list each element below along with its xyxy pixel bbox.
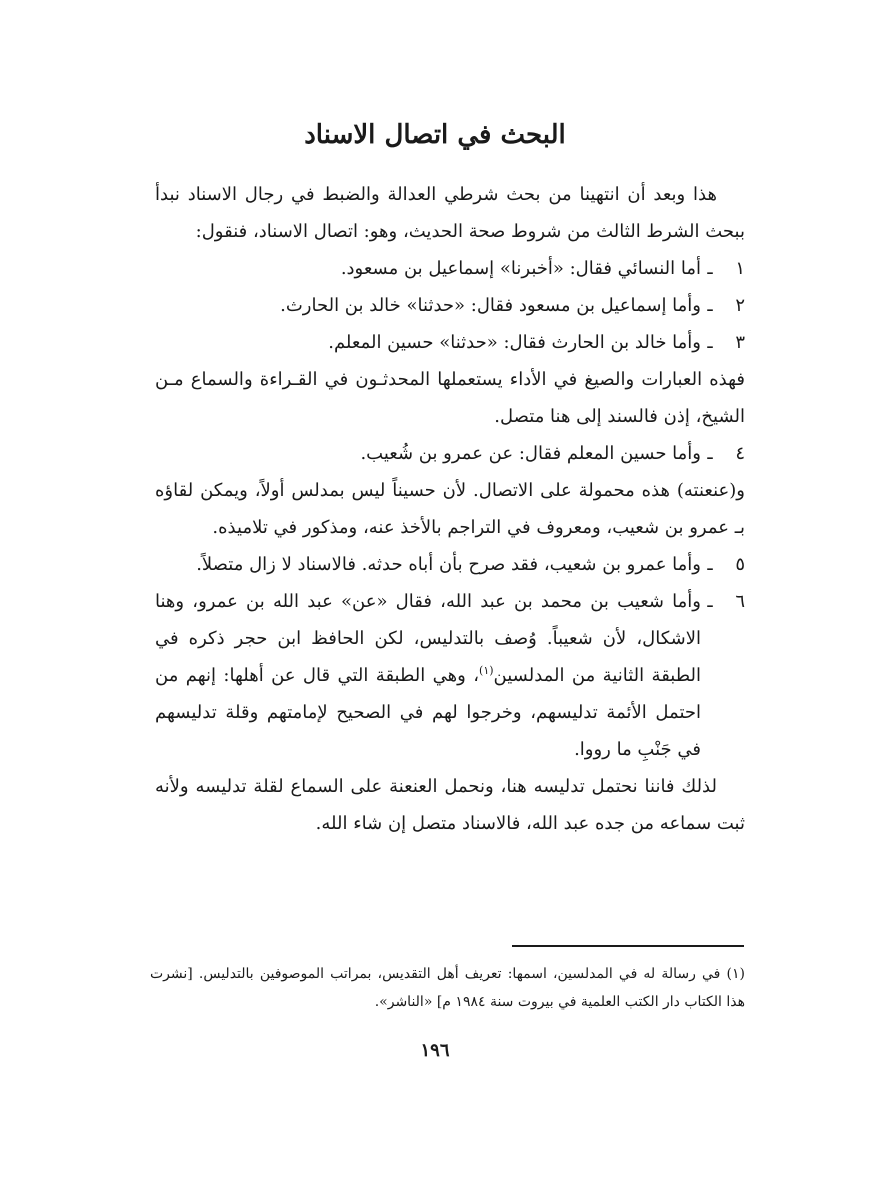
list-item bbox=[155, 324, 745, 361]
footnote-paragraph bbox=[150, 960, 745, 1016]
item-dash: ـ bbox=[707, 258, 713, 279]
item-text: وأما إسماعيل بن مسعود فقال: «حدثنا» خالد بن الحارث. bbox=[280, 295, 701, 316]
item-number: ٥ bbox=[735, 554, 745, 575]
page-title: البحث في اتصال الاسناد bbox=[304, 120, 566, 150]
item-text: وأما عمرو بن شعيب، فقد صرح بأن أباه حدثه. فالاسناد لا زال متصلاً. bbox=[196, 554, 701, 575]
page-number: ١٩٦ bbox=[420, 1040, 450, 1061]
item-number: ١ bbox=[735, 258, 745, 279]
item-number: ٣ bbox=[735, 332, 745, 353]
intro-paragraph: هذا وبعد أن انتهينا من بحث شرطي العدالة والضبط في رجال الاسناد نبدأ ببحث الشرط الثالث من شروط صحة الحديث، وهو: اتصال الاسناد، فنقول: bbox=[155, 184, 745, 242]
footnote-text: في رسالة له في المدلسين، اسمها: تعريف أهل التقديس، بمراتب الموصوفين بالتدليس. [نشرت هذا الكتاب دار الكتب العلمية في بيروت سنة ١٩٨٤ م] «الناشر». bbox=[150, 966, 745, 1010]
footnote-reference[interactable]: (١) bbox=[479, 664, 494, 677]
footnote-marker: (١) bbox=[726, 966, 745, 982]
footnote-divider bbox=[512, 945, 744, 947]
explanation-paragraph: فهذه العبارات والصيغ في الأداء يستعملها المحدثـون في القـراءة والسماع مـن الشيخ، إذن فالسند إلى هنا متصل. bbox=[155, 369, 745, 427]
conclusion-paragraph: لذلك فاننا نحتمل تدليسه هنا، ونحمل العنعنة على السماع لقلة تدليسه ولأنه ثبت سماعه من جده عبد الله، فالاسناد متصل إن شاء الله. bbox=[155, 776, 745, 834]
item-number: ٤ bbox=[735, 443, 745, 464]
item-dash: ـ bbox=[707, 591, 713, 612]
item-dash: ـ bbox=[707, 554, 713, 575]
main-text bbox=[155, 176, 745, 842]
item-text: وأما خالد بن الحارث فقال: «حدثنا» حسين المعلم. bbox=[328, 332, 701, 353]
item-number: ٢ bbox=[735, 295, 745, 316]
item-text: أما النسائي فقال: «أخبرنا» إسماعيل بن مسعود. bbox=[340, 258, 701, 279]
item-text bbox=[155, 583, 701, 768]
explanation-paragraph: و(عنعنته) هذه محمولة على الاتصال. لأن حسيناً ليس بمدلس أولاً، ويمكن لقاؤه بـ عمرو بن شعيب، ومعروف في التراجم بالأخذ عنه، ومذكور في تلاميذه. bbox=[155, 480, 745, 538]
item-number: ٦ bbox=[735, 591, 745, 612]
list-item bbox=[155, 435, 745, 472]
item-text: وأما حسين المعلم فقال: عن عمرو بن شُعيب. bbox=[360, 443, 701, 464]
list-item bbox=[155, 250, 745, 287]
item-dash: ـ bbox=[707, 443, 713, 464]
item-text-part: وأما شعيب بن محمد بن عبد الله، فقال «عن» عبد الله بن عمرو، وهنا الاشكال، لأن شعيباً. وُصف بالتدليس، لكن الحافظ ابن حجر ذكره في الطبقة الثانية من المدلسين bbox=[155, 591, 701, 686]
list-item bbox=[155, 583, 745, 768]
footnote bbox=[150, 960, 745, 1016]
item-text-part: ، وهي الطبقة التي قال عن أهلها: إنهم من احتمل الأئمة تدليسهم، وخرجوا لهم في الصحيح لإمامتهم وقلة تدليسهم في جَنْبِ ما رووا. bbox=[155, 665, 701, 760]
item-dash: ـ bbox=[707, 295, 713, 316]
item-dash: ـ bbox=[707, 332, 713, 353]
list-item bbox=[155, 546, 745, 583]
list-item bbox=[155, 287, 745, 324]
